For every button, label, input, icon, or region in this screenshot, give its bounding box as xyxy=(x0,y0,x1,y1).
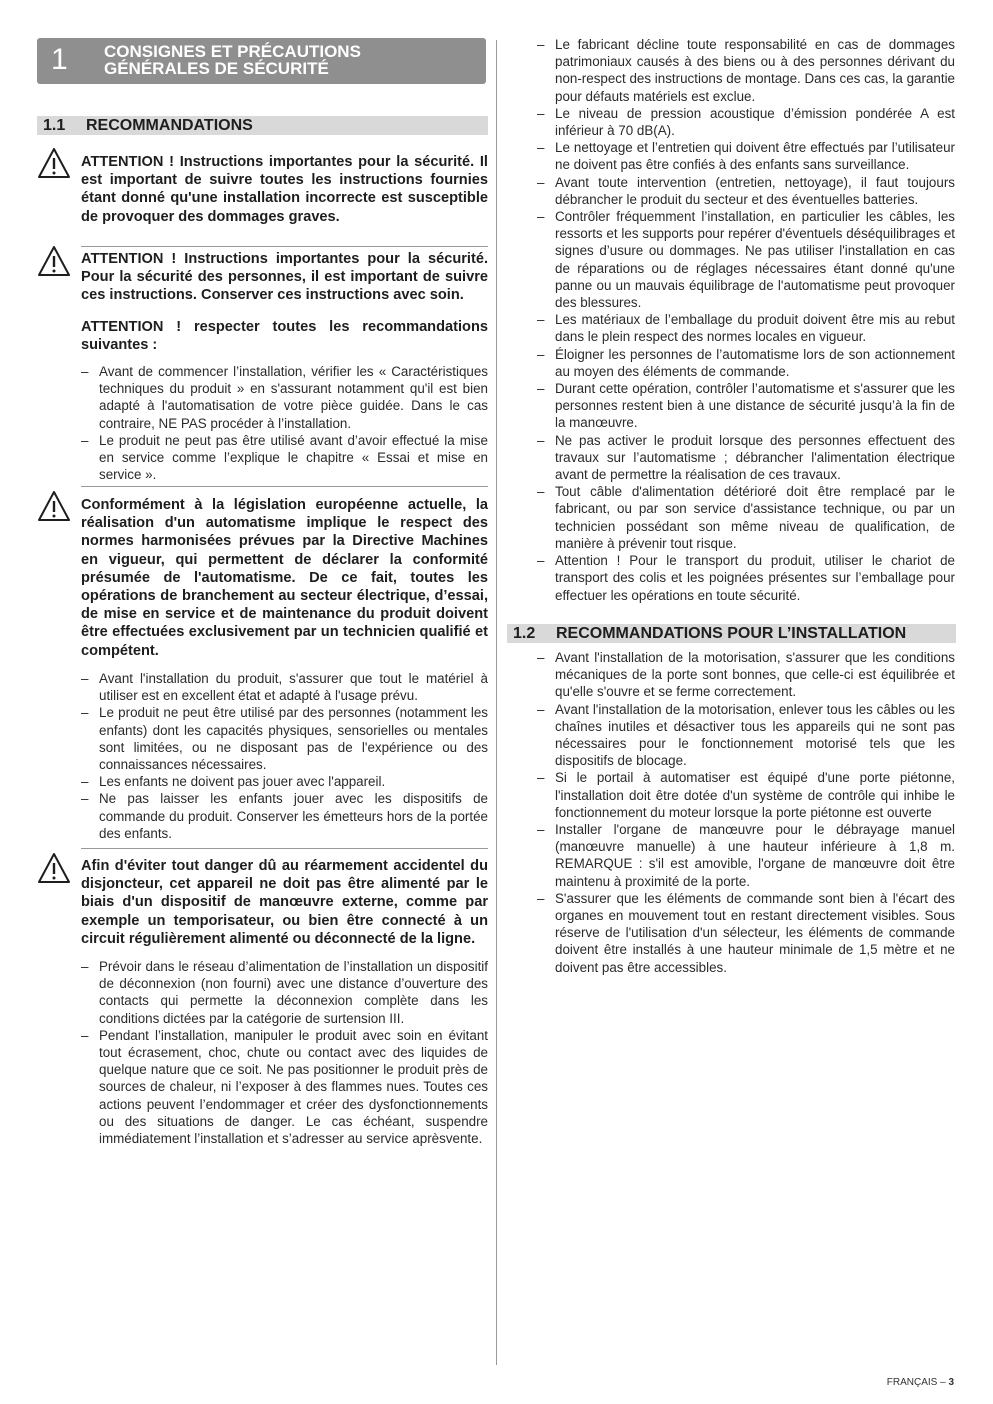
list-item: – Éloigner les personnes de l’automatisme lors de son actionnement au moyen des éléments de commande. xyxy=(537,346,955,380)
separator xyxy=(81,848,488,849)
list-b xyxy=(81,670,488,842)
list-item: – Durant cette opération, contrôler l’automatisme et s'assurer que les personnes restent bien à une distance de sécurité jusqu’à la fin de la manœuvre. xyxy=(537,380,955,432)
list-item: – Contrôler fréquemment l’installation, en particulier les câbles, les ressorts et les supports pour repérer d'éventuels déséquilibrages et signes d’usure ou dommages. Ne pas utiliser l'installation en cas de réparations ou de réglages nécessaires étant donné qu'une panne ou un mauvais équilibrage de l'automatisme peut provoquer des blessures. xyxy=(537,208,955,311)
warning-triangle-icon xyxy=(37,490,71,522)
list-item: – Ne pas activer le produit lorsque des personnes effectuent des travaux sur l’automatisme ; débrancher l'alimentation électrique avant de permettre la réalisation de ces travaux. xyxy=(537,432,955,484)
section-heading-1-2 xyxy=(507,624,956,643)
list-item: – Pendant l’installation, manipuler le produit avec soin en évitant tout écrasement, choc, chute ou contact avec des liquides de quelque nature que ce soit. Ne pas positionner le produit près de sources de chaleur, ni l’exposer à des flammes nues. Toutes ces actions peuvent l’endommager et créer des dysfonctionnements ou des situations de danger. Le cas échéant, suspendre immédiatement l’installation et s’adresser au service aprèsvente. xyxy=(81,1027,488,1147)
list-d xyxy=(537,36,955,604)
list-item: – Le produit ne peut pas être utilisé avant d’avoir effectué la mise en service comme l’explique le chapitre « Essai et mise en service ». xyxy=(81,432,488,484)
section-number: 1.1 xyxy=(43,117,66,134)
list-item: – Le niveau de pression acoustique d’émission pondérée A est inférieur à 70 dB(A). xyxy=(537,105,955,139)
list-item: – Avant l'installation de la motorisation, s'assurer que les conditions mécaniques de la porte sont bonnes, que celle-ci est équilibrée et qu'elle s'ouvre et se ferme correctement. xyxy=(537,649,955,701)
warning-subtext: ATTENTION ! respecter toutes les recommandations suivantes : xyxy=(81,319,488,354)
list-c xyxy=(81,958,488,1147)
list-e xyxy=(537,649,955,976)
section-title: RECOMMANDATIONS POUR L’INSTALLATION xyxy=(556,625,907,642)
list-item: – Avant toute intervention (entretien, nettoyage), il faut toujours débrancher le produit du secteur et des éventuelles batteries. xyxy=(537,174,955,208)
chapter-title xyxy=(104,43,361,77)
warning-triangle-icon xyxy=(37,852,71,884)
page-number: 3 xyxy=(948,1377,954,1388)
list-item: – Avant l'installation du produit, s'assurer que tout le matériel à utiliser est en excellent état et adapté à l'usage prévu. xyxy=(81,670,488,704)
list-item: – Installer l'organe de manœuvre pour le débrayage manuel (manœuvre manuelle) à une hauteur inférieure à 1,8 m. REMARQUE : s'il est amovible, l'organe de manœuvre doit être maintenu à proximité de la porte. xyxy=(537,821,955,890)
list-item: – Le fabricant décline toute responsabilité en cas de dommages patrimoniaux causés à des biens ou à des personnes dérivant du non-respect des instructions de montage. Dans ces cas, la garantie pour défauts matériels est exclue. xyxy=(537,36,955,105)
warning-text: Conformément à la législation européenne actuelle, la réalisation d'un automatisme implique le respect des normes harmonisées prévues par la Directive Machines en vigueur, qui permettent de déclarer la conformité présumée de l'automatisme. De ce fait, toutes les opérations de branchement au secteur électrique, d’essai, de mise en service et de maintenance du produit doivent être effectuées exclusivement par un technicien qualifié et compétent. xyxy=(81,497,488,659)
warning-text: Afin d'éviter tout danger dû au réarmement accidentel du disjoncteur, cet appareil ne doit pas être alimenté par le biais d'un dispositif de manœuvre externe, comme par exemple un temporisateur, ou bien être connecté à un circuit régulièrement alimenté ou déconnecté de la ligne. xyxy=(81,858,488,947)
list-item: – Tout câble d'alimentation détérioré doit être remplacé par le fabricant, ou par son service d'assistance technique, ou par un technicien possédant son même niveau de qualification, de manière à prévenir tout risque. xyxy=(537,483,955,552)
list-item: – S'assurer que les éléments de commande sont bien à l'écart des organes en mouvement tout en restant directement visibles. Sous réserve de l'utilisation d'un sélecteur, les éléments de commande doivent être installés à une hauteur minimale de 1,5 mètre et ne doivent pas être accessibles. xyxy=(537,890,955,976)
list-a xyxy=(81,363,488,483)
chapter-title-line1: CONSIGNES ET PRÉCAUTIONS xyxy=(104,42,361,61)
warning-triangle-icon xyxy=(37,147,71,179)
list-item: – Les matériaux de l’emballage du produit doivent être mis au rebut dans le plein respect des normes locales en vigueur. xyxy=(537,311,955,345)
separator xyxy=(81,486,488,487)
chapter-title-line2: GÉNÉRALES DE SÉCURITÉ xyxy=(104,59,329,78)
section-heading-1-1 xyxy=(37,116,488,135)
list-item: – Si le portail à automatiser est équipé d'une porte piétonne, l'installation doit être dotée d'un système de contrôle qui inhibe le fonctionnement du moteur lorsque la porte piétonne est ouverte xyxy=(537,769,955,821)
chapter-header xyxy=(37,38,486,84)
separator xyxy=(81,246,488,247)
list-item: – Les enfants ne doivent pas jouer avec l'appareil. xyxy=(81,773,488,790)
chapter-number: 1 xyxy=(51,43,68,76)
warning-triangle-icon xyxy=(37,245,71,277)
warning-text: ATTENTION ! Instructions importantes pour la sécurité. Pour la sécurité des personnes, il est important de suivre ces instructions. Conserver ces instructions avec soin. xyxy=(81,251,488,304)
list-item: – Le nettoyage et l’entretien qui doivent être effectués par l’utilisateur ne doivent pas être confiés à des enfants sans surveillance. xyxy=(537,139,955,173)
footer-language: FRANÇAIS – xyxy=(886,1377,946,1388)
list-item: – Attention ! Pour le transport du produit, utiliser le chariot de transport des colis et les poignées présentes sur l’emballage pour effectuer les opérations en toute sécurité. xyxy=(537,552,955,604)
list-item: – Avant de commencer l’installation, vérifier les « Caractéristiques techniques du produit » en s'assurant notamment qu'il est bien adapté à l'automatisation de votre pièce guidée. Dans le cas contraire, NE PAS procéder à l’installation. xyxy=(81,363,488,432)
list-item: – Prévoir dans le réseau d’alimentation de l’installation un dispositif de déconnexion (non fourni) avec une distance d’ouverture des contacts qui permette la déconnexion complète dans les conditions dictées par la catégorie de surtension III. xyxy=(81,958,488,1027)
section-number: 1.2 xyxy=(513,625,536,642)
section-title: RECOMMANDATIONS xyxy=(86,117,253,134)
page-footer xyxy=(887,1377,954,1388)
warning-text: ATTENTION ! Instructions importantes pour la sécurité. Il est important de suivre toutes les instructions fournies étant donné qu'une installation incorrecte est susceptible de provoquer des dommages graves. xyxy=(81,154,488,225)
column-divider xyxy=(496,40,497,1365)
list-item: – Ne pas laisser les enfants jouer avec les dispositifs de commande du produit. Conserver les émetteurs hors de la portée des enfants. xyxy=(81,790,488,842)
list-item: – Le produit ne peut être utilisé par des personnes (notamment les enfants) dont les capacités physiques, sensorielles ou mentales sont limitées, ou ne disposant pas de l'expérience ou des connaissances nécessaires. xyxy=(81,704,488,773)
list-item: – Avant l'installation de la motorisation, enlever tous les câbles ou les chaînes inutiles et désactiver tous les appareils qui ne sont pas nécessaires pour le fonctionnement motorisé tels que les dispositifs de blocage. xyxy=(537,701,955,770)
